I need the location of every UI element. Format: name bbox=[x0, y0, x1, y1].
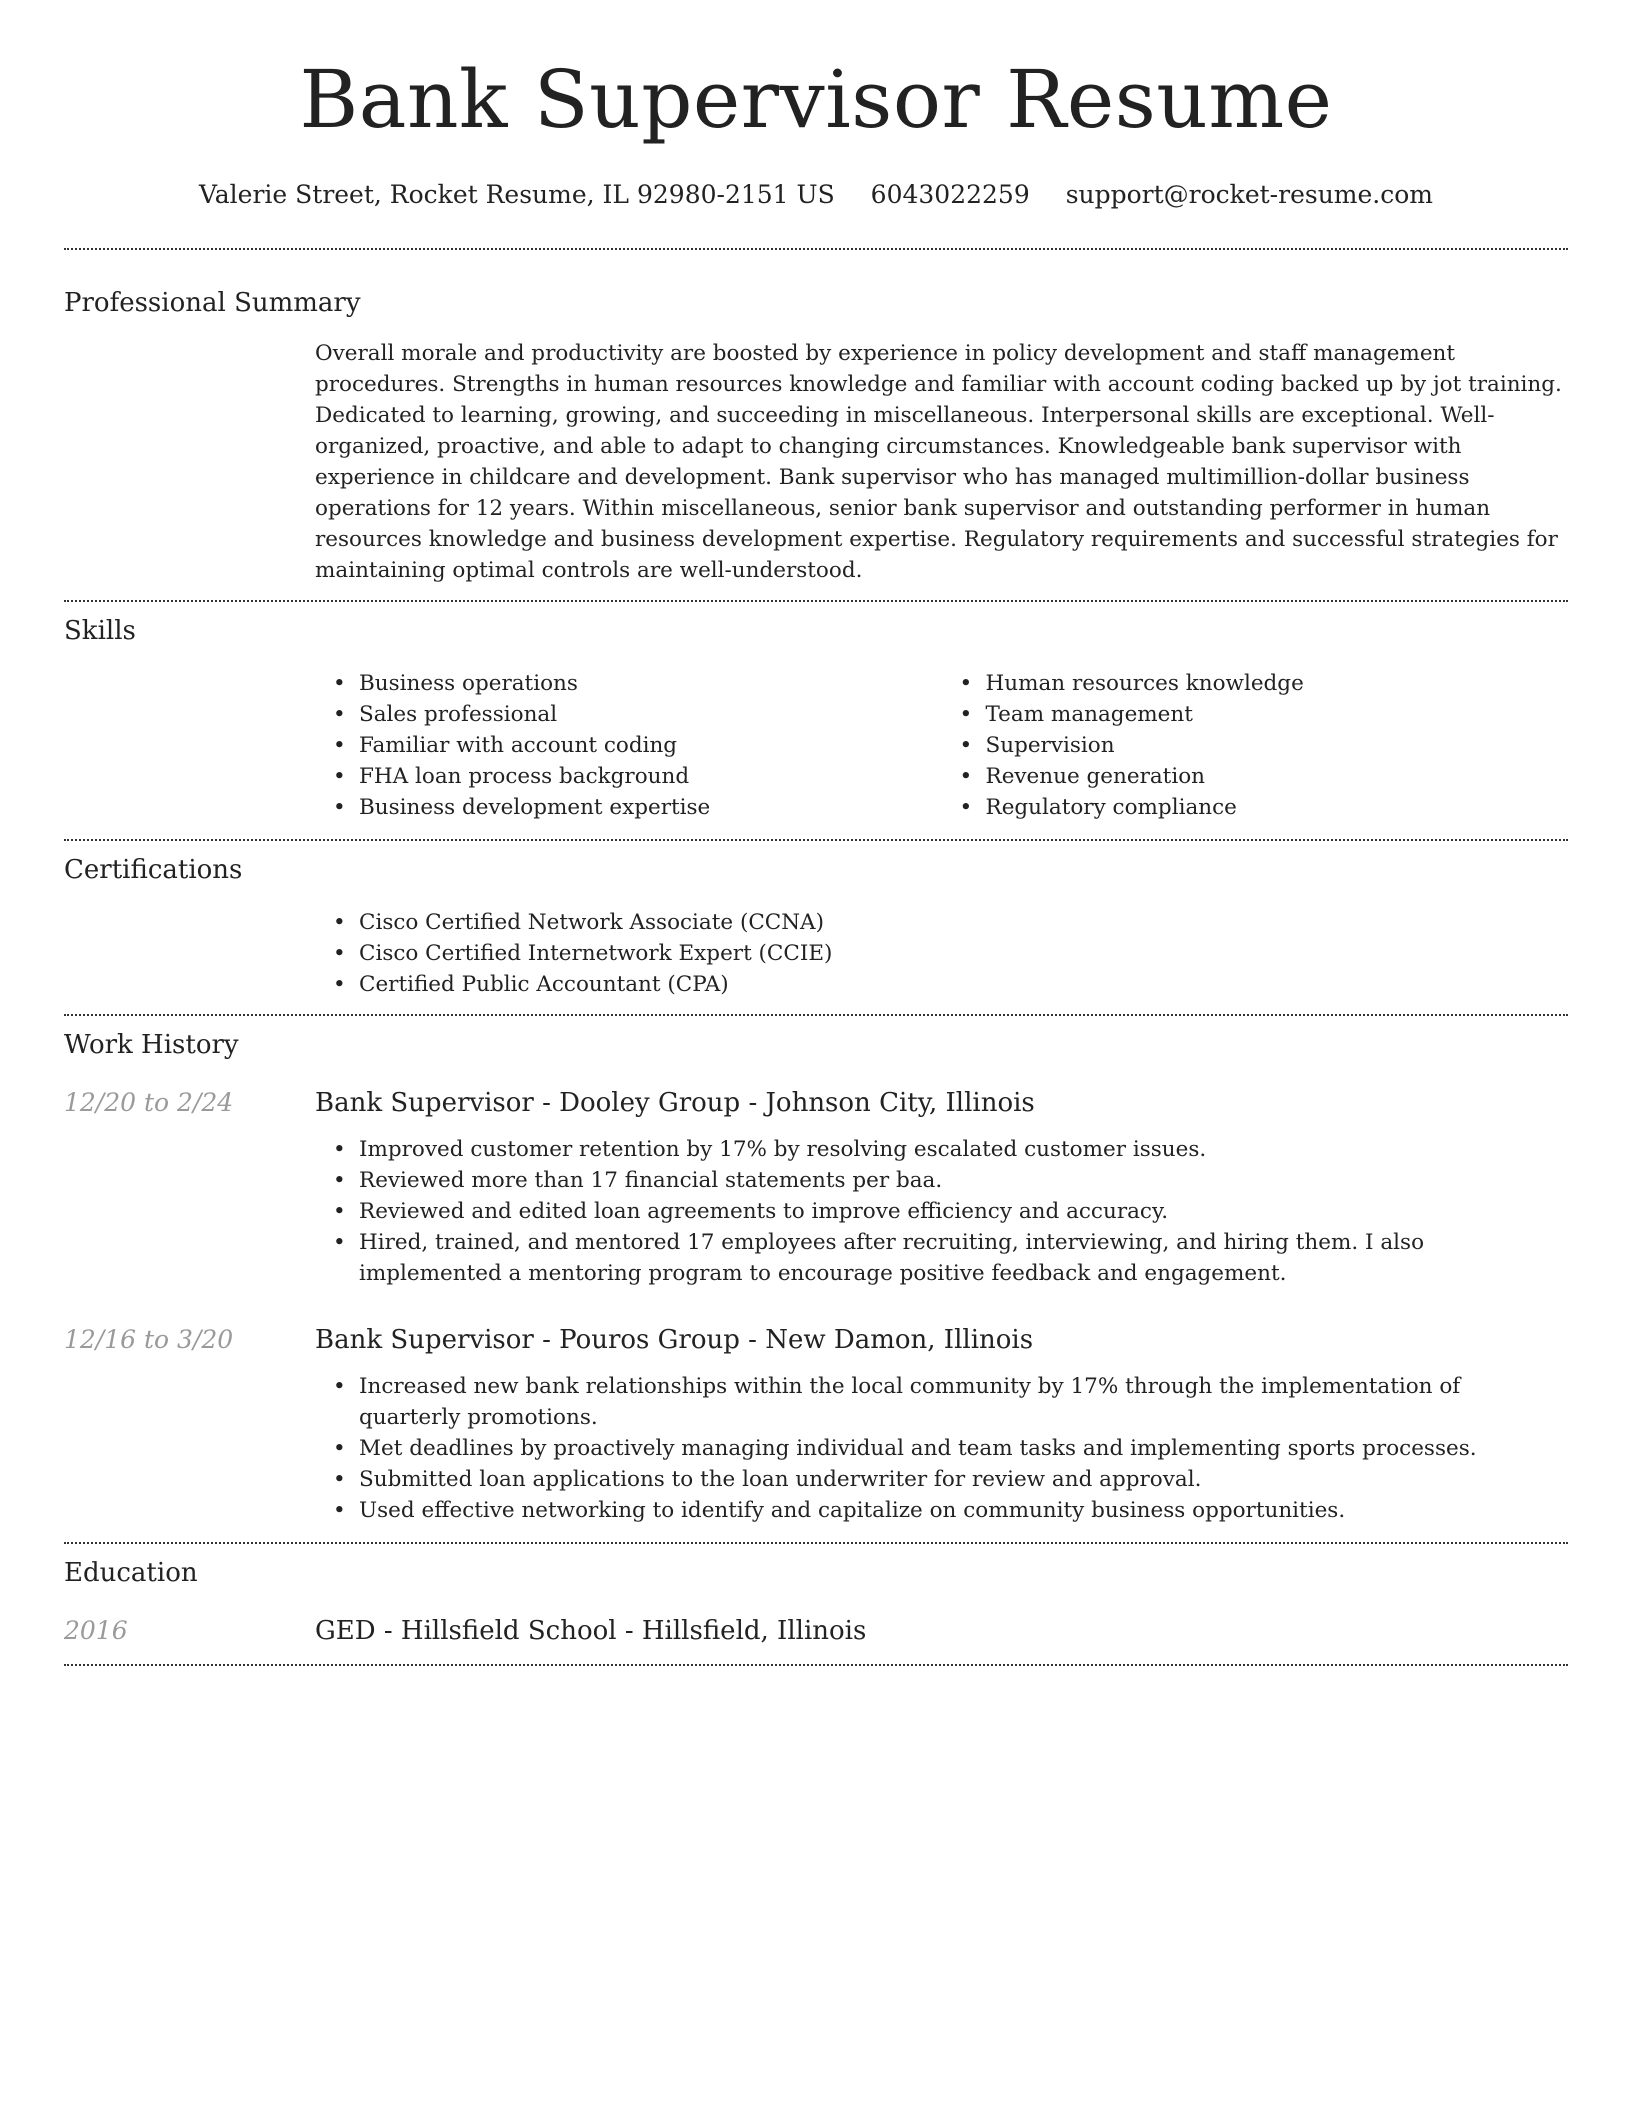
contact-address: Valerie Street, Rocket Resume, IL 92980-2151 US bbox=[199, 180, 835, 209]
skill-item: • Team management bbox=[986, 699, 1569, 730]
certifications-heading: Certifications bbox=[64, 855, 243, 885]
job-bullet: • Submitted loan applications to the loan underwriter for review and approval. bbox=[359, 1464, 1568, 1495]
resume-title: Bank Supervisor Resume bbox=[299, 53, 1333, 146]
job-bullet: • Hired, trained, and mentored 17 employees after recruiting, interviewing, and hiring them. I also implemented a mentoring program to encourage positive feedback and engagement. bbox=[359, 1227, 1568, 1289]
certifications-section bbox=[64, 841, 1568, 1014]
certifications-list bbox=[315, 907, 1568, 1000]
job-title: Bank Supervisor - Dooley Group - Johnson City, Illinois bbox=[315, 1088, 1035, 1118]
contact-email: support@rocket-resume.com bbox=[1065, 180, 1433, 209]
education-section bbox=[64, 1544, 1568, 1664]
summary-heading: Professional Summary bbox=[64, 288, 361, 318]
skill-item: • FHA loan process background bbox=[359, 761, 942, 792]
skill-item: • Business operations bbox=[359, 668, 942, 699]
job-bullets bbox=[315, 1371, 1568, 1526]
summary-text: Overall morale and productivity are boosted by experience in policy development and staff management procedures. Strengths in human resources knowledge and familiar with account coding backed up by jot training. Dedicated to learning, growing, and succeeding in miscellaneous. Interpersonal skills are exceptional. Well-organized, proactive, and able to adapt to changing circumstances. Knowledgeable bank supervisor with experience in childcare and development. Bank supervisor who has managed multimillion-dollar business operations for 12 years. Within miscellaneous, senior bank supervisor and outstanding performer in human resources knowledge and business development expertise. Regulatory requirements and successful strategies for maintaining optimal controls are well-understood. bbox=[315, 341, 1562, 583]
job-bullet: • Reviewed and edited loan agreements to improve efficiency and accuracy. bbox=[359, 1196, 1568, 1227]
skills-section bbox=[64, 602, 1568, 839]
skills-list-right bbox=[942, 668, 1569, 823]
work-section bbox=[64, 1016, 1568, 1542]
job-bullet: • Met deadlines by proactively managing individual and team tasks and implementing sports processes. bbox=[359, 1433, 1568, 1464]
certification-item: • Cisco Certified Network Associate (CCNA) bbox=[359, 907, 1568, 938]
certification-item: • Cisco Certified Internetwork Expert (CCIE) bbox=[359, 938, 1568, 969]
divider bbox=[64, 1664, 1568, 1666]
job-bullet: • Improved customer retention by 17% by resolving escalated customer issues. bbox=[359, 1134, 1568, 1165]
skill-item: • Familiar with account coding bbox=[359, 730, 942, 761]
skill-item: • Supervision bbox=[986, 730, 1569, 761]
contact-line bbox=[64, 178, 1568, 212]
work-heading: Work History bbox=[64, 1030, 239, 1060]
skill-item: • Human resources knowledge bbox=[986, 668, 1569, 699]
job-bullets bbox=[315, 1134, 1568, 1289]
job-title: Bank Supervisor - Pouros Group - New Damon, Illinois bbox=[315, 1325, 1034, 1355]
education-entry bbox=[64, 1614, 1568, 1648]
job-dates: 12/16 to 3/20 bbox=[64, 1325, 234, 1354]
skill-item: • Revenue generation bbox=[986, 761, 1569, 792]
contact-phone: 6043022259 bbox=[870, 180, 1030, 209]
skill-item: • Sales professional bbox=[359, 699, 942, 730]
education-date: 2016 bbox=[64, 1616, 128, 1645]
skill-item: • Regulatory compliance bbox=[986, 792, 1569, 823]
job-bullet: • Reviewed more than 17 financial statements per baa. bbox=[359, 1165, 1568, 1196]
education-heading: Education bbox=[64, 1558, 198, 1588]
skills-list-left bbox=[315, 668, 942, 823]
skill-item: • Business development expertise bbox=[359, 792, 942, 823]
certification-item: • Certified Public Accountant (CPA) bbox=[359, 969, 1568, 1000]
summary-section bbox=[64, 250, 1568, 600]
job-entry bbox=[64, 1086, 1568, 1289]
skills-heading: Skills bbox=[64, 616, 136, 646]
job-entry bbox=[64, 1323, 1568, 1526]
job-dates: 12/20 to 2/24 bbox=[64, 1088, 234, 1117]
job-bullet: • Used effective networking to identify and capitalize on community business opportunities. bbox=[359, 1495, 1568, 1526]
education-title: GED - Hillsfield School - Hillsfield, Illinois bbox=[315, 1616, 867, 1646]
job-bullet: • Increased new bank relationships within the local community by 17% through the implementation of quarterly promotions. bbox=[359, 1371, 1568, 1433]
